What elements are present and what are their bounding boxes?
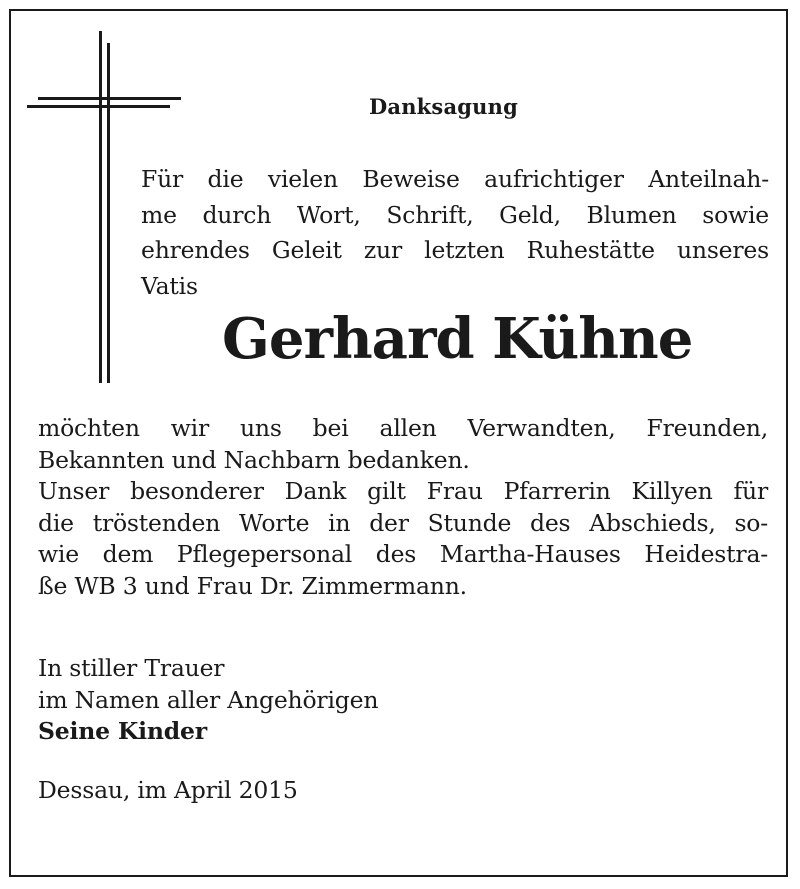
intro-line: ehrendes Geleit zur letzten Ruhestätte unseres <box>141 236 769 264</box>
body-line: wie dem Pflegepersonal des Martha-Hauses Heidestra- <box>38 540 768 568</box>
body-paragraph <box>38 413 768 602</box>
intro-line: Vatis <box>141 271 198 300</box>
closing-line: In stiller Trauer <box>38 654 225 682</box>
intro-line: Für die vielen Beweise aufrichtiger Anteilnah- <box>141 165 769 193</box>
body-line: ße WB 3 und Frau Dr. Zimmermann. <box>38 571 467 600</box>
body-line: Unser besonderer Dank gilt Frau Pfarrerin Killyen für <box>38 477 768 505</box>
intro-paragraph <box>141 162 769 304</box>
body-line: möchten wir uns bei allen Verwandten, Freunden, <box>38 414 768 442</box>
place-date: Dessau, im April 2015 <box>38 776 298 804</box>
notice-heading: Danksagung <box>369 94 518 119</box>
closing-line: im Namen aller Angehörigen <box>38 685 379 714</box>
body-line: Bekannten und Nachbarn bedanken. <box>38 445 470 474</box>
body-line: die tröstenden Worte in der Stunde des Abschieds, so- <box>38 508 768 537</box>
deceased-name: Gerhard Kühne <box>222 306 693 372</box>
signature: Seine Kinder <box>38 717 207 745</box>
intro-line: me durch Wort, Schrift, Geld, Blumen sowie <box>141 200 769 229</box>
closing-block <box>38 653 378 748</box>
